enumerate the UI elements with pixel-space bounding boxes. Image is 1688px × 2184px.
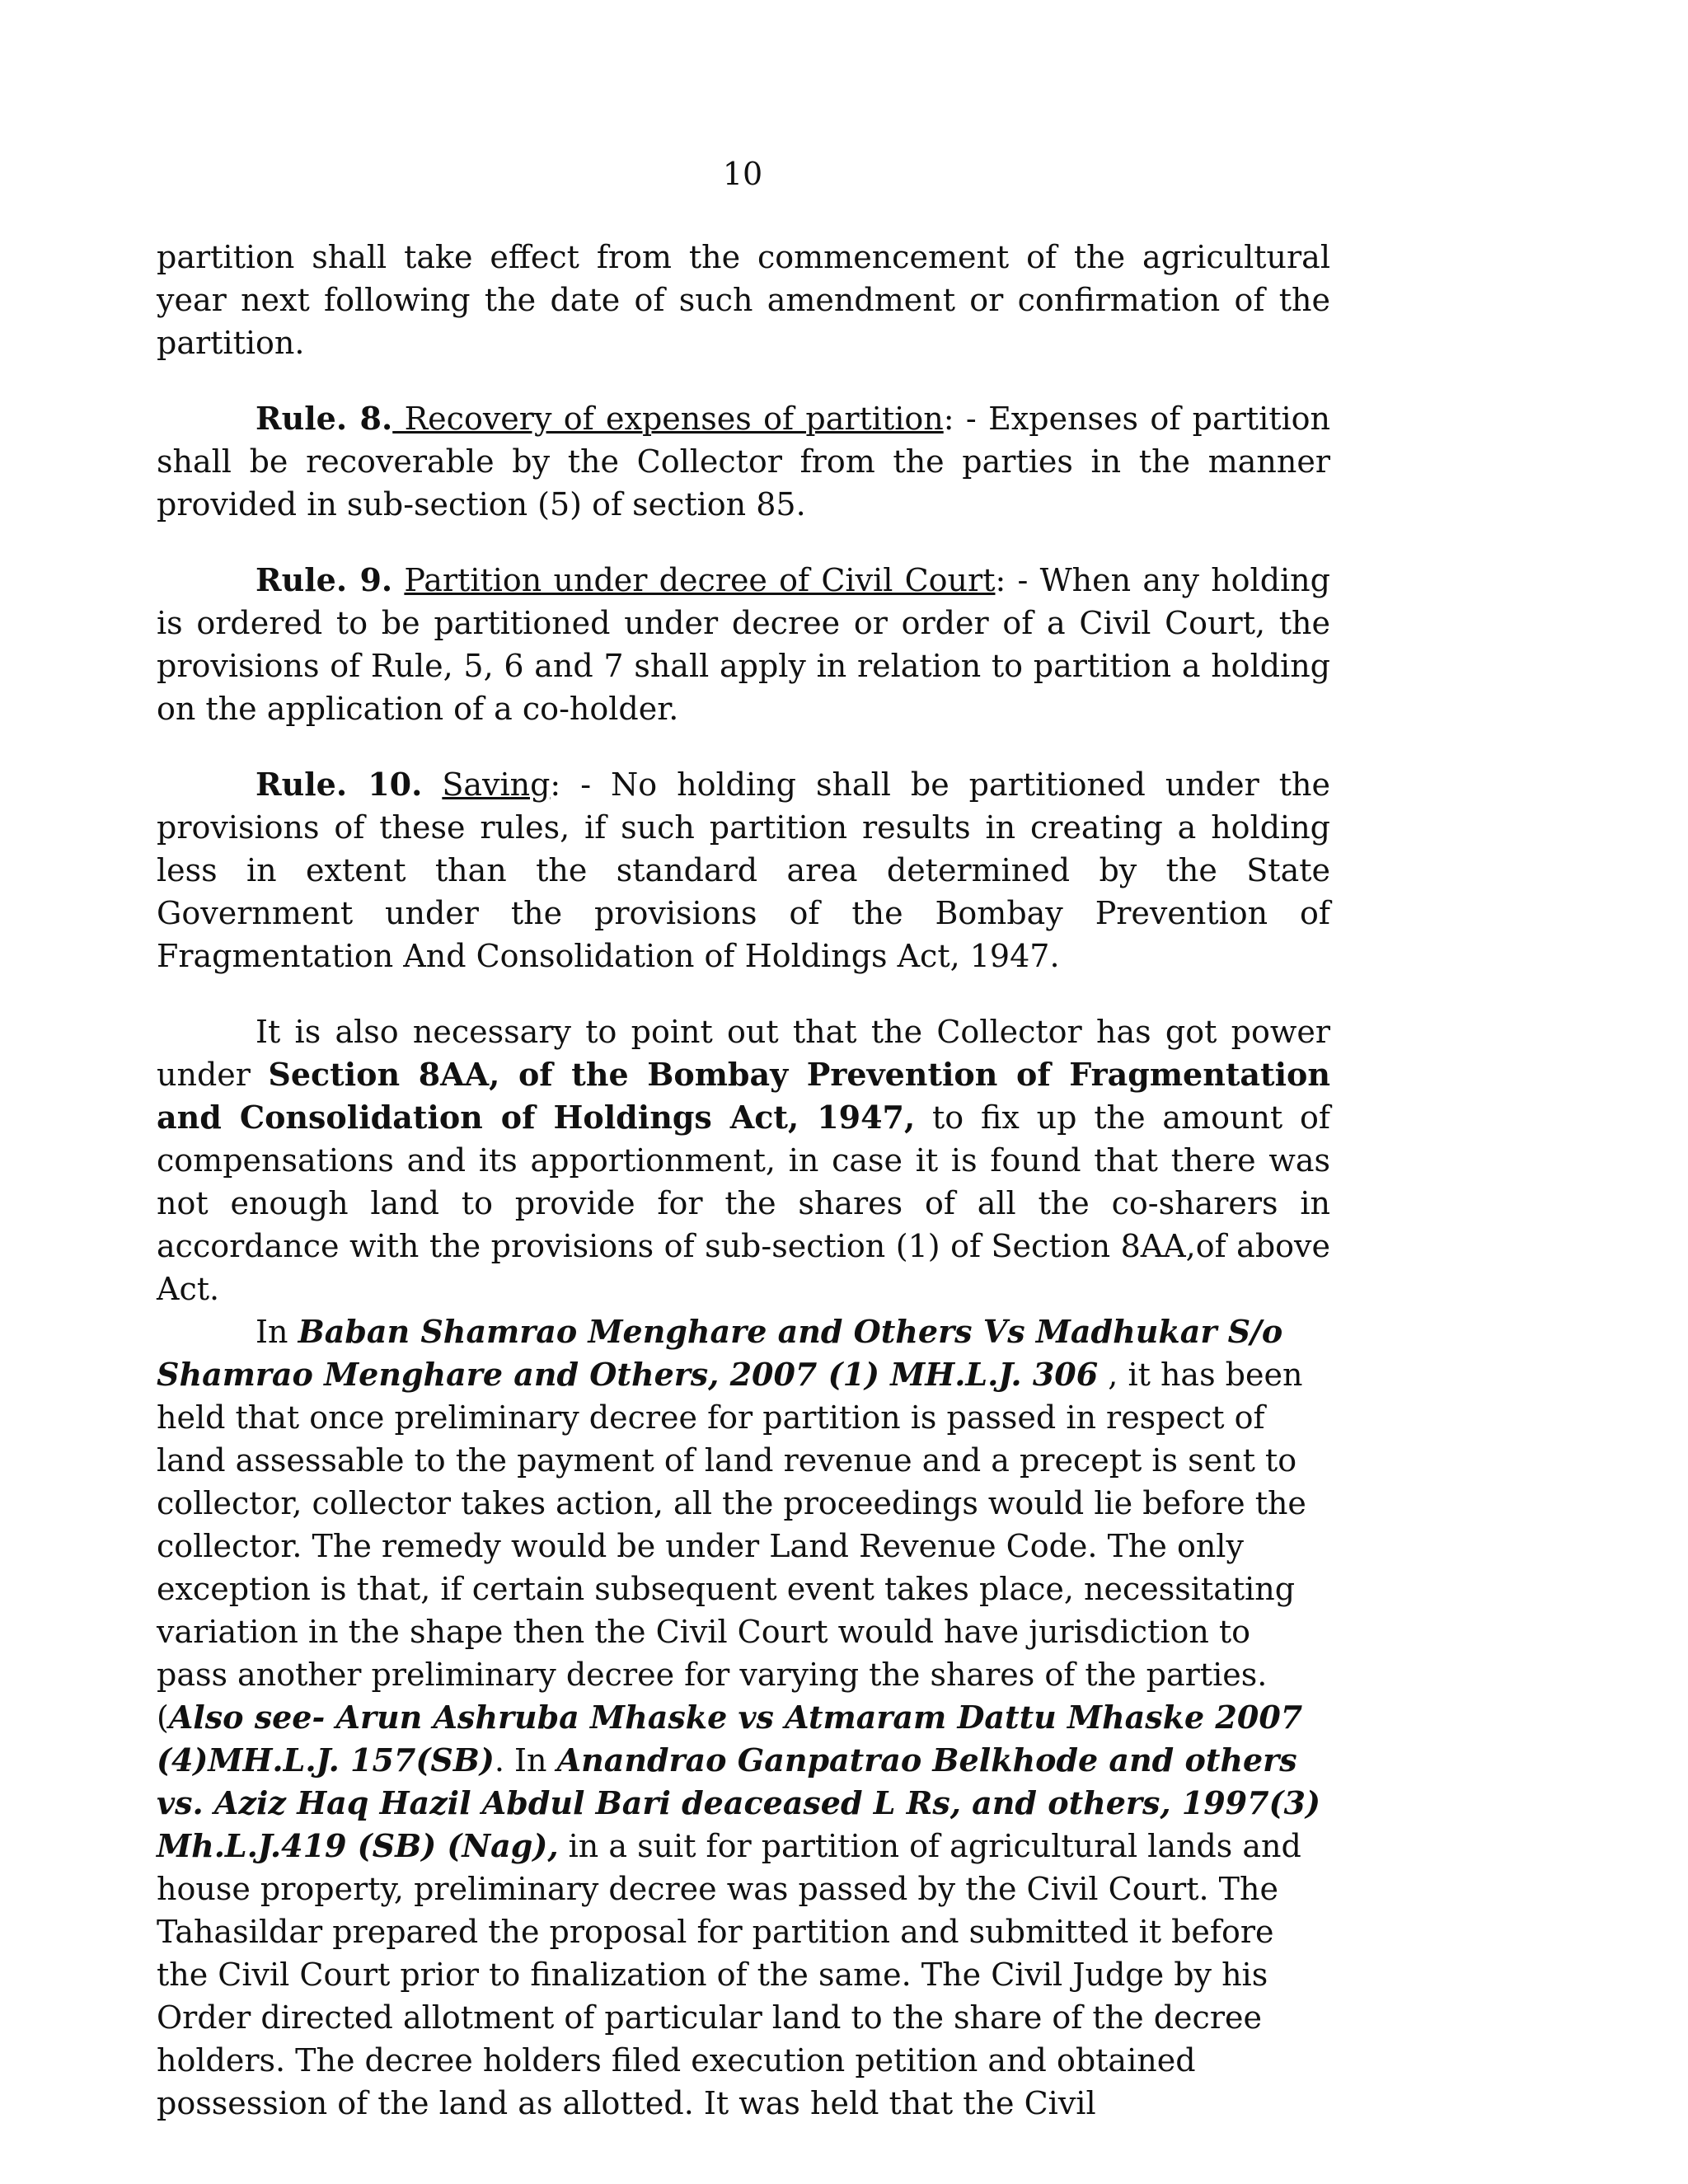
rule-8-label: Rule. 8. xyxy=(256,400,393,437)
case-citation-arun: Also see- Arun Ashruba Mhaske vs Atmaram Dattu Mhaske 2007 (4)MH.L.J. 157(SB) xyxy=(157,1699,1303,1779)
section-lead: It is also necessary to point out that the Collector has got power under xyxy=(157,1014,1330,1093)
case-text-2: . In xyxy=(494,1742,557,1779)
rule-9-label: Rule. 9. xyxy=(256,561,393,598)
case-text-3: in a suit for partition of agricultural lands and house property, preliminary decree was passed by the Civil Court. The Tahasildar prepared the proposal for partition and submitted it before the Civil Court prior to finalization of the same. The Civil Judge by his Order directed allotment of particular land to the share of the decree holders. The decree holders filed execution petition and obtained possession of the land as allotted. It was held that the Civil xyxy=(157,1828,1301,2121)
paragraph-case-law xyxy=(157,1310,1330,2125)
paragraph-rule-8 xyxy=(157,397,1330,526)
case-citation-anandrao: Anandrao Ganpatrao Belkhode and others vs. Aziz Haq Hazil Abdul Bari deaceased L Rs, and others, 1997(3) Mh.L.J.419 (SB) (Nag), xyxy=(157,1741,1320,1864)
rule-8-text: : - Expenses of partition shall be recoverable by the Collector from the parties in the manner provided in sub-section (5) of section 85. xyxy=(157,401,1330,523)
case-citation-baban: Baban Shamrao Menghare and Others Vs Madhukar S/o Shamrao Menghare and Others, 2007 (1) MH.L.J. 306 xyxy=(157,1313,1283,1393)
rule-8-title: Recovery of expenses of partition xyxy=(392,401,944,437)
rule-9-text: : - When any holding is ordered to be partitioned under decree or order of a Civil Court, the provisions of Rule, 5, 6 and 7 shall apply in relation to partition a holding on the application of a co-holder. xyxy=(157,562,1330,727)
rule-10-label: Rule. 10. xyxy=(256,766,423,803)
case-lead: In xyxy=(256,1314,298,1350)
paragraph-intro: partition shall take effect from the commencement of the agricultural year next following the date of such amendment or confirmation of the partition. xyxy=(157,239,1330,361)
section-8aa-reference: Section 8AA, of the Bombay Prevention of Fragmentation and Consolidation of Holdings Act, 1947, xyxy=(157,1056,1330,1136)
document-body xyxy=(157,236,1330,2125)
case-text-1: , it has been held that once preliminary decree for partition is passed in respect of land assessable to the payment of land revenue and a precept is sent to collector, collector takes action, all the proceedings would lie before the collector. The remedy would be under Land Revenue Code. The only exception is that, if certain subsequent event takes place, necessitating variation in the shape then the Civil Court would have jurisdiction to pass another preliminary decree for varying the shares of the parties.( xyxy=(157,1357,1306,1736)
section-rest: to fix up the amount of compensations and its apportionment, in case it is found that there was not enough land to provide for the shares of all the co-sharers in accordance with the provisions of sub-section (1) of Section 8AA,of above Act. xyxy=(157,1099,1330,1307)
paragraph-section-8aa xyxy=(157,1010,1330,1310)
page-number: 10 xyxy=(722,156,763,192)
paragraph-rule-9 xyxy=(157,559,1330,730)
rule-10-title: Saving xyxy=(442,766,551,803)
rule-9-title: Partition under decree of Civil Court xyxy=(404,562,996,598)
rule-10-text: : - No holding shall be partitioned under the provisions of these rules, if such partition results in creating a holding less in extent than the standard area determined by the State Government under the provisions of the Bombay Prevention of Fragmentation And Consolidation of Holdings Act, 1947. xyxy=(157,766,1330,974)
paragraph-rule-10 xyxy=(157,763,1330,977)
